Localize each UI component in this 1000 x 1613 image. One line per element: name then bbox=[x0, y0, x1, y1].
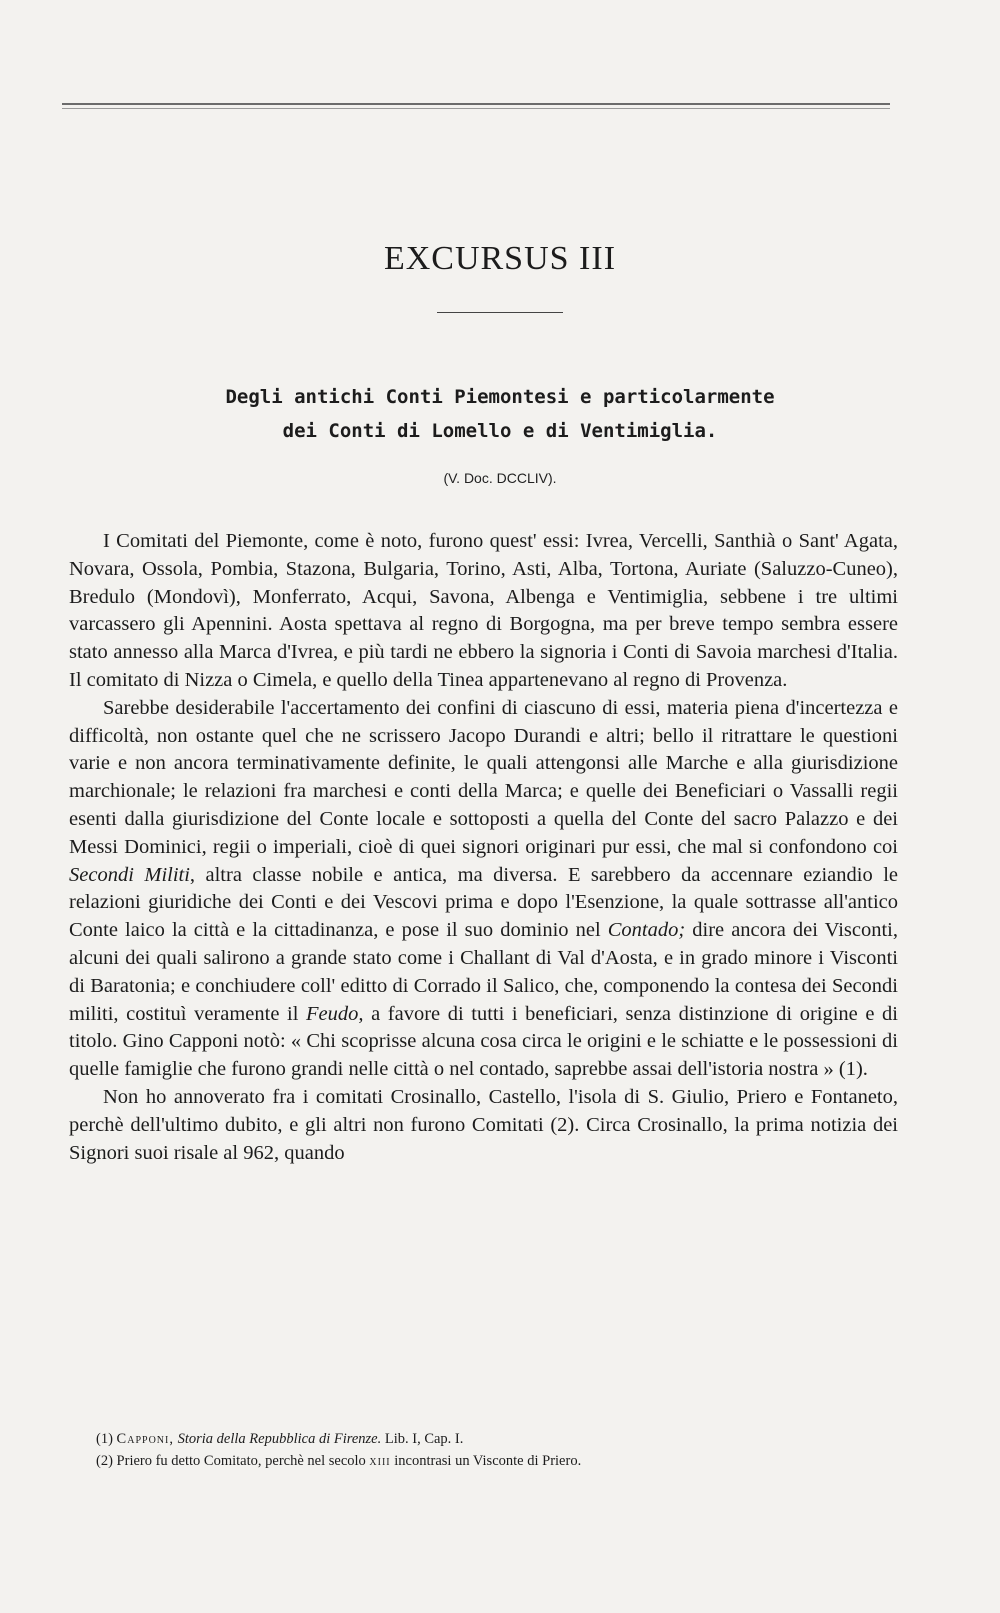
italic-contado: Contado; bbox=[607, 919, 686, 942]
italic-feudo: Feudo, bbox=[306, 1002, 364, 1025]
paragraph-2 bbox=[69, 695, 898, 1084]
footnote-2-century: xiii bbox=[369, 1453, 391, 1469]
footnotes bbox=[96, 1428, 896, 1472]
header-rule-thin bbox=[62, 108, 890, 109]
footnote-1-author: Capponi, bbox=[116, 1431, 174, 1447]
chapter-subtitle bbox=[70, 380, 930, 448]
footnote-2-text-a: Priero fu detto Comitato, perchè nel secolo bbox=[116, 1453, 370, 1469]
footnote-1-marker: (1) bbox=[96, 1431, 113, 1447]
footnote-2 bbox=[96, 1450, 896, 1472]
paragraph-2-part-a: Sarebbe desiderabile l'accertamento dei confini di ciascuno di essi, materia piena d'incertezza e difficoltà, non ostante quel che ne scrissero Jacopo Durandi e altri; bello il ritrattare le questioni varie e non ancora terminativamente definite, le quali attengonsi alle Marche e alla giurisdizione marchionale; le relazioni fra marchesi e conti della Marca; e quelle dei Beneficiari o Vassalli regii esenti dalla giurisdizione del Conte locale e sottoposti a quella del Conte del sacro Palazzo e dei Messi Dominici, regii o imperiali, cioè di quei signori originari pur essi, che mal si confondono coi bbox=[69, 696, 898, 858]
footnote-1-reference: Lib. I, Cap. I. bbox=[384, 1431, 464, 1447]
subtitle-line-2: dei Conti di Lomello e di Ventimiglia. bbox=[282, 420, 718, 442]
excursus-title: EXCURSUS III bbox=[383, 240, 617, 277]
footnote-2-marker: (2) bbox=[96, 1453, 113, 1469]
italic-secondi-militi: Secondi Militi bbox=[69, 863, 190, 886]
body-text bbox=[69, 528, 898, 1167]
document-reference: (V. Doc. DCCLIV). bbox=[443, 470, 557, 486]
header-rule-thick bbox=[62, 103, 890, 105]
footnote-1 bbox=[96, 1428, 896, 1450]
paragraph-3: Non ho annoverato fra i comitati Crosinallo, Castello, l'isola di S. Giulio, Priero e Fontaneto, perchè dell'ultimo dubito, e gli altri non furono Comitati (2). Circa Crosinallo, la prima notizia dei Signori suoi risale al 962, quando bbox=[69, 1085, 898, 1164]
paragraph-1: I Comitati del Piemonte, come è noto, furono quest' essi: Ivrea, Vercelli, Santhià o Sant' Agata, Novara, Ossola, Pombia, Stazona, Bulgaria, Torino, Asti, Alba, Tortona, Auriate (Saluzzo-Cuneo), Bredulo (Mondovì), Monferrato, Acqui, Savona, Albenga e Ventimiglia, sebbene i tre ultimi varcassero gli Apennini. Aosta spettava al regno di Borgogna, ma per breve tempo sembra essere stato annesso alla Marca d'Ivrea, e più tardi ne ebbero la signoria i Conti di Savoia marchesi d'Italia. Il comitato di Nizza o Cimela, e quello della Tinea appartenevano al regno di Provenza. bbox=[69, 530, 898, 691]
paragraph-2-part-b: , altra classe nobile e antica, ma diversa. E sarebbero da accennare eziandio le relazioni giuridiche dei Conti e dei Vescovi prima e dopo l'Esenzione, la quale sottrasse all'antico Conte laico la città e la cittadinanza, e pose il suo dominio nel bbox=[69, 863, 898, 942]
subtitle-line-1: Degli antichi Conti Piemontesi e particolarmente bbox=[225, 386, 775, 408]
paragraph-2-part-d: a favore di tutti i beneficiari, senza distinzione di origine e di titolo. Gino Capponi notò: « Chi scoprisse alcuna cosa circa le origini e le schiatte e le possessioni di quelle famiglie che furono grandi nelle città o nel contado, saprebbe assai dell'istoria nostra » (1). bbox=[69, 1002, 898, 1081]
title-rule bbox=[437, 312, 563, 313]
footnote-2-text-b: incontrasi un Visconte di Priero. bbox=[390, 1453, 582, 1469]
footnote-1-work: Storia della Repubblica di Firenze. bbox=[177, 1431, 382, 1447]
paragraph-2-part-c: dire ancora dei Visconti, alcuni dei quali salirono a grande stato come i Challant di Val d'Aosta, e in grado minore i Visconti di Baratonia; e conchiudere coll' editto di Corrado il Salico, che, componendo la contesa dei Secondi militi, costituì veramente il bbox=[69, 919, 899, 1025]
